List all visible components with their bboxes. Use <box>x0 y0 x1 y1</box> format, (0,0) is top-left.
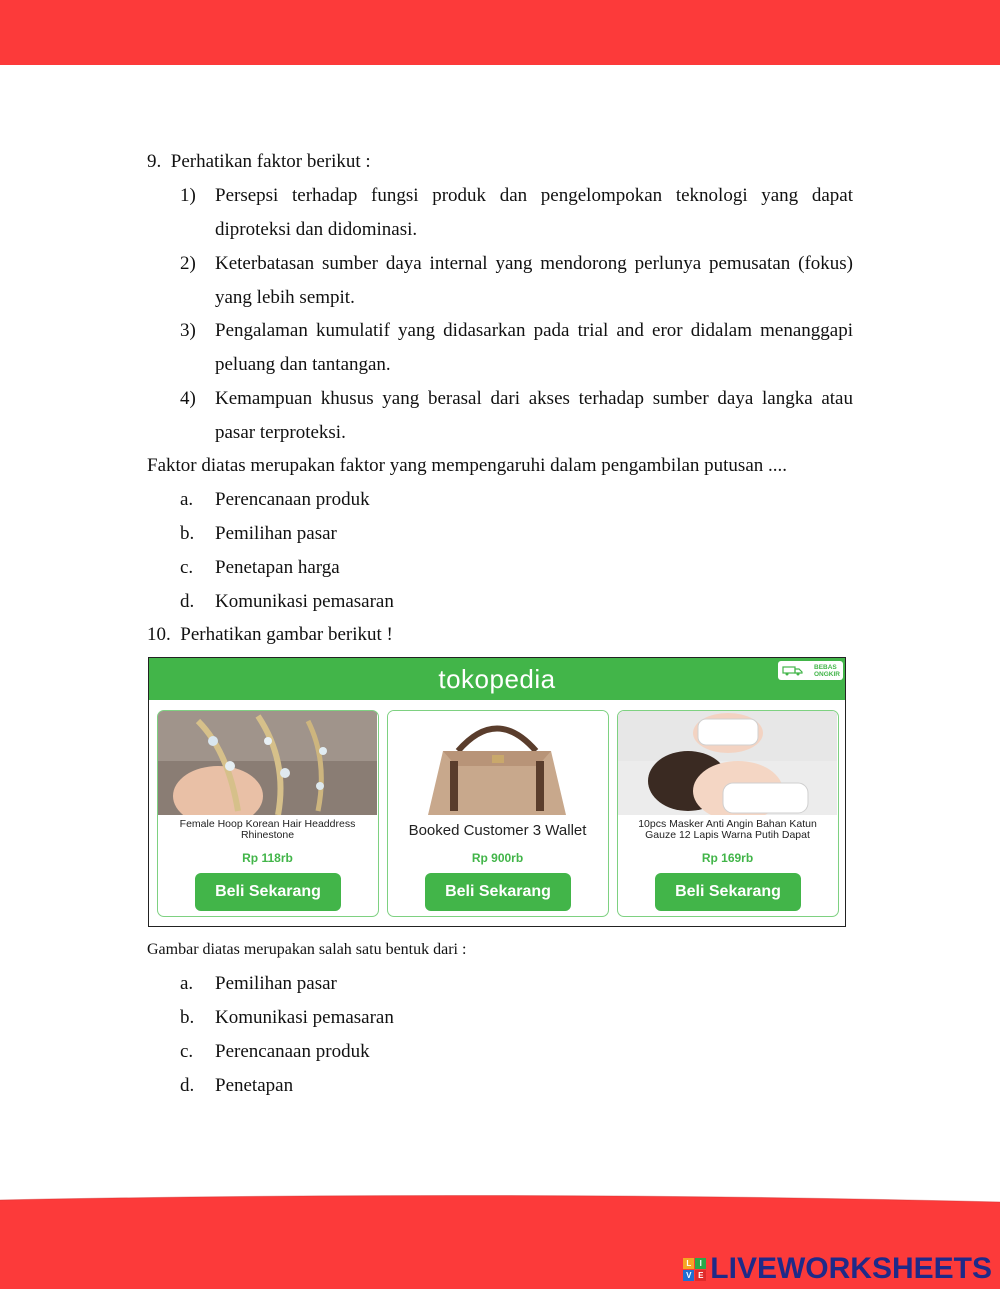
hair-headdress-photo <box>158 711 377 815</box>
option-letter: c. <box>180 1041 194 1062</box>
liveworksheets-cube-icon <box>683 1258 706 1281</box>
q9-item-text: Kemampuan khusus yang berasal dari akses terhadap sumber daya langka atau pasar terproteksi. <box>215 388 853 443</box>
product-title: Female Hoop Korean Hair Headdress Rhinestone <box>179 818 356 841</box>
option-letter: a. <box>180 489 194 510</box>
badge-line-1: BEBAS <box>814 663 837 671</box>
buy-now-button[interactable]: Beli Sekarang <box>195 873 341 911</box>
q9-option-c[interactable] <box>180 557 340 579</box>
q9-item-number: 2) <box>180 253 196 274</box>
q9-question: Faktor diatas merupakan faktor yang mempengaruhi dalam pengambilan putusan .... <box>147 455 788 476</box>
liveworksheets-brand[interactable] <box>683 1252 992 1286</box>
q9-item-text: Persepsi terhadap fungsi produk dan pengelompokan teknologi yang dapat diproteksi dan didominasi. <box>215 185 853 240</box>
product-card-wallet <box>387 710 609 917</box>
product-title: 10pcs Masker Anti Angin Bahan Katun Gauze 12 Lapis Warna Putih Dapat <box>638 818 817 841</box>
q9-number: 9. <box>147 151 162 172</box>
option-text: Komunikasi pemasaran <box>215 591 394 612</box>
cube-letter: E <box>695 1270 706 1281</box>
q10-option-d[interactable] <box>180 1075 293 1097</box>
q9-item-text: Keterbatasan sumber daya internal yang mendorong perlunya pemusatan (fokus) yang lebih sempit. <box>215 253 853 308</box>
option-letter: d. <box>180 591 195 612</box>
option-text: Komunikasi pemasaran <box>215 1007 394 1028</box>
q9-item-number: 4) <box>180 388 196 409</box>
product-price: Rp 118rb <box>242 851 293 865</box>
tokopedia-ad-image <box>148 657 846 927</box>
q9-option-b[interactable] <box>180 523 337 545</box>
option-letter: b. <box>180 1007 195 1028</box>
top-red-band <box>0 0 1000 65</box>
q9-prompt: Perhatikan faktor berikut : <box>170 151 371 172</box>
q10-question: Gambar diatas merupakan salah satu bentuk dari : <box>147 941 467 958</box>
option-text: Pemilihan pasar <box>215 973 337 994</box>
product-price: Rp 900rb <box>471 851 524 865</box>
option-letter: b. <box>180 523 195 544</box>
buy-now-button[interactable]: Beli Sekarang <box>425 873 571 911</box>
option-letter: c. <box>180 557 194 578</box>
option-letter: d. <box>180 1075 195 1096</box>
badge-line-2: ONGKIR <box>814 670 840 678</box>
q10-option-c[interactable] <box>180 1041 370 1063</box>
truck-icon <box>782 665 804 676</box>
q9-item-number: 3) <box>180 320 196 341</box>
cube-letter: V <box>683 1270 694 1281</box>
q10-prompt-line <box>147 624 393 646</box>
cube-letter: L <box>683 1258 694 1269</box>
option-text: Penetapan <box>215 1075 294 1096</box>
liveworksheets-wordmark: LIVEWORKSHEETS <box>710 1252 992 1285</box>
q10-option-a[interactable] <box>180 973 337 995</box>
q10-option-b[interactable] <box>180 1007 394 1029</box>
tokopedia-logo: tokopedia <box>438 664 556 694</box>
product-title: Booked Customer 3 Wallet <box>408 822 587 839</box>
q9-item-text: Pengalaman kumulatif yang didasarkan pada trial and eror didalam menanggapi peluang dan tantangan. <box>215 320 853 375</box>
buy-now-button[interactable]: Beli Sekarang <box>655 873 801 911</box>
q10-number: 10. <box>147 624 171 645</box>
product-card-face-mask <box>617 710 839 917</box>
option-text: Perencanaan produk <box>215 489 370 510</box>
product-card-hair-hoop <box>157 710 379 917</box>
q9-option-d[interactable] <box>180 591 394 613</box>
option-text: Perencanaan produk <box>215 1041 370 1062</box>
q9-prompt-line <box>147 151 371 173</box>
handbag-photo <box>388 711 607 815</box>
option-letter: a. <box>180 973 194 994</box>
face-mask-photo <box>618 711 837 815</box>
option-text: Penetapan harga <box>215 557 340 578</box>
q10-prompt: Perhatikan gambar berikut ! <box>180 624 393 645</box>
option-text: Pemilihan pasar <box>215 523 337 544</box>
q9-option-a[interactable] <box>180 489 370 511</box>
cube-letter: I <box>695 1258 706 1269</box>
bebas-ongkir-badge <box>778 661 843 680</box>
q9-item-number: 1) <box>180 185 196 206</box>
ad-header <box>149 658 845 700</box>
product-price: Rp 169rb <box>701 851 754 865</box>
